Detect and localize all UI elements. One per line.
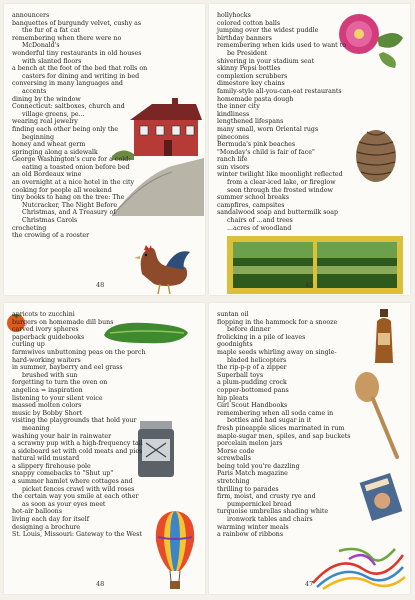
page-number: 48 [96, 580, 105, 588]
list-item: Connecticut: saltboxes, church and [12, 103, 125, 111]
list-item: music by Bobby Short [12, 409, 83, 417]
ribbons-illustration [309, 543, 407, 591]
list-item: the rip-p-p of a zipper [217, 364, 287, 372]
list-item: burgers on homemade dill buns [12, 318, 114, 326]
list-item: porcelain melon jars [217, 440, 283, 448]
list-item: ...acres of woodland [227, 224, 292, 232]
list-item: thrilling to parades [217, 485, 279, 493]
list-item: from a clear-iced lake, or fireglow [227, 179, 336, 187]
list-item: banquettes of burgundy velvet, cushy as [12, 19, 142, 27]
page-number: 48 [96, 281, 105, 289]
list-item: with slanted floors [22, 57, 82, 65]
list-item: before dinner [227, 326, 271, 334]
list-item: announcers [12, 12, 50, 19]
list-item: eating a toasted onion before bed [22, 163, 130, 171]
list-item: remembering when kids used to want to [217, 42, 347, 50]
list-item: Superball toys [217, 371, 264, 379]
list-item: hot-air balloons [12, 508, 62, 516]
page-top-left [4, 4, 205, 295]
list-item: remembering when all soda came in [217, 409, 334, 417]
list-item: a bench at the foot of the bed that rolls on [12, 65, 148, 73]
page-text [217, 311, 406, 539]
list-item: a scrawny pup with a high-frequency tail [12, 440, 143, 448]
list-item: seen through the frosted window [227, 186, 333, 194]
list-item: screwballs [217, 455, 251, 463]
list-item: crocheting [12, 224, 47, 232]
list-item: visiting the playgrounds that hold your [12, 417, 137, 425]
list-item: hard-working waiters [12, 356, 81, 364]
list-item: bladed helicopters [227, 356, 287, 364]
list-item: meaning [22, 424, 50, 432]
list-item: Christmas, and A Treasury of [22, 209, 116, 217]
list-item: casters for dining and writing in bed [22, 72, 140, 80]
list-item: cooking for people all weekend [12, 186, 112, 194]
list-item: summer school breaks [217, 194, 289, 202]
list-item: frolicking in a pile of leaves [217, 333, 306, 341]
list-item: ironwork tables and chairs [227, 516, 313, 524]
list-item: a plum-pudding crock [217, 379, 287, 387]
list-item: paperback guidebooks [12, 333, 85, 341]
list-item: St. Louis, Missouri: Gateway to the West [12, 531, 142, 539]
list-item: farmwives unbuttoning peas on the porch [12, 348, 146, 356]
list-item: the inner city [217, 103, 260, 111]
list-item: a summer hamlet where cottages and [12, 478, 133, 486]
list-item: goodnights [217, 341, 253, 349]
list-item: living each day for itself [12, 516, 90, 524]
list-item: shivering in your stadium seat [217, 57, 315, 65]
list-item: carved ivory spheres [12, 326, 79, 334]
list-item: an old Bordeaux wine [12, 171, 82, 179]
list-item: curling up [12, 341, 45, 349]
list-item: stretching [217, 478, 250, 486]
list-item: honey and wheat germ [12, 141, 86, 149]
list-item: brushed with sun [22, 371, 78, 379]
list-item: lengthened lifespans [217, 118, 284, 126]
list-item: designing a brochure [12, 523, 81, 531]
list-item: accents [22, 87, 47, 95]
list-item: tiny books to hang on the tree: The [12, 194, 125, 202]
list-item: angelica = inspiration [12, 386, 83, 394]
list-item: Paris Match magazine [217, 470, 288, 478]
list-item: Girl Scout Handbooks [217, 402, 288, 410]
list-item: hip pleats [217, 394, 249, 402]
list-item: suntan oil [217, 311, 249, 318]
list-item: pumpernickel bread [227, 500, 292, 508]
list-item: natural wild mustard [12, 455, 80, 463]
page-text [12, 12, 201, 240]
list-item: wonderful tiny restaurants in old houses [12, 49, 142, 57]
list-item: "Monday's child is fair of face" [217, 148, 315, 156]
list-item: beginning [22, 133, 55, 141]
list-item: firm, moist, and crusty rye and [217, 493, 316, 501]
list-item: winter twilight like moonlight reflected [217, 171, 343, 179]
list-item: a rainbow of ribbons [217, 531, 284, 539]
list-item: snappy comebacks to "Shut up" [12, 470, 114, 478]
list-item: finding each other being only the [12, 125, 119, 133]
list-item: village greens, pe... [22, 110, 85, 118]
list-item: apricots to zucchini [12, 311, 75, 318]
list-item: hollyhocks [217, 12, 251, 19]
list-item: as soon as your eyes meet [22, 500, 106, 508]
list-item: colored cotton balls [217, 19, 281, 27]
list-item: forgetting to turn the oven on [12, 379, 108, 387]
list-item: Morse code [217, 447, 255, 455]
page-text [12, 311, 201, 539]
list-item: sun visors [217, 163, 250, 171]
list-item: washing your hair in rainwater [12, 432, 112, 440]
list-item: Bermuda's pink beaches [217, 141, 296, 149]
list-item: dining by the window [12, 95, 81, 103]
list-item: the crowing of a rooster [12, 232, 90, 240]
list-item: picket fences crawl with wild roses [22, 485, 135, 493]
framed-window-illustration [227, 236, 403, 294]
list-item: campfires, campsites [217, 201, 285, 209]
page-bottom-right [209, 303, 410, 594]
list-item: turquoise umbrellas shading white [217, 508, 329, 516]
list-item: fresh pineapple slices marinated in rum [217, 424, 345, 432]
list-item: maple-sugar men, spiles, and sap buckets [217, 432, 351, 440]
list-item: ranch life [217, 156, 248, 164]
list-item: jumping over the widest puddle [217, 27, 319, 35]
list-item: being told you're dazzling [217, 462, 300, 470]
rooster-illustration [132, 244, 192, 295]
list-item: family-style all-you-can-eat restaurants [217, 87, 342, 95]
list-item: birthday banners [217, 34, 272, 42]
list-item: remembering when there were no [12, 34, 122, 42]
list-item: dimestore key chains [217, 80, 285, 88]
list-item: conversing in many languages and [12, 80, 123, 88]
list-item: Nutcracker, The Night Before [22, 201, 118, 209]
list-item: the fur of a fat cat [22, 27, 81, 35]
page-top-right [209, 4, 410, 295]
list-item: sandalwood soap and buttermilk soap [217, 209, 339, 217]
list-item: an overnight at a nice hotel in the city [12, 179, 135, 187]
list-item: a sideboard set with cold meats and pies [12, 447, 143, 455]
list-item: wearing real jewelry [12, 118, 78, 126]
page-bottom-left [4, 303, 205, 594]
list-item: McDonald's [22, 42, 60, 50]
list-item: pinecones [217, 133, 250, 141]
list-item: a slippery firehouse pole [12, 462, 91, 470]
list-item: George Washington's cure for a cold: [12, 156, 131, 164]
list-item: maple seeds whirling away on single- [217, 348, 337, 356]
list-item: springing along a sidewalk [12, 148, 98, 156]
list-item: complexion scrubbers [217, 72, 288, 80]
list-item: listening to your silent voice [12, 394, 103, 402]
list-item: chairs of ...and trees [227, 217, 293, 225]
page-text [217, 12, 406, 232]
list-item: kindliness [217, 110, 250, 118]
page-number: 45 [305, 281, 314, 289]
list-item: the certain way you smile at each other [12, 493, 139, 501]
page-number: 47 [305, 580, 314, 588]
list-item: in summer, bayberry and eel grass [12, 364, 123, 372]
list-item: skinny Pepsi bottles [217, 65, 281, 73]
list-item: warming winter meals [217, 523, 289, 531]
list-item: bottles and had sugar in it [227, 417, 312, 425]
list-item: many small, worn Oriental rugs [217, 125, 319, 133]
list-item: homemade pasta dough [217, 95, 294, 103]
list-item: copper-bottomed pans [217, 386, 289, 394]
list-item: massed molten colors [12, 402, 82, 410]
list-item: be President [227, 49, 268, 57]
list-item: flopping in the hammock for a snooze [217, 318, 338, 326]
list-item: Christmas Carols [22, 217, 78, 225]
